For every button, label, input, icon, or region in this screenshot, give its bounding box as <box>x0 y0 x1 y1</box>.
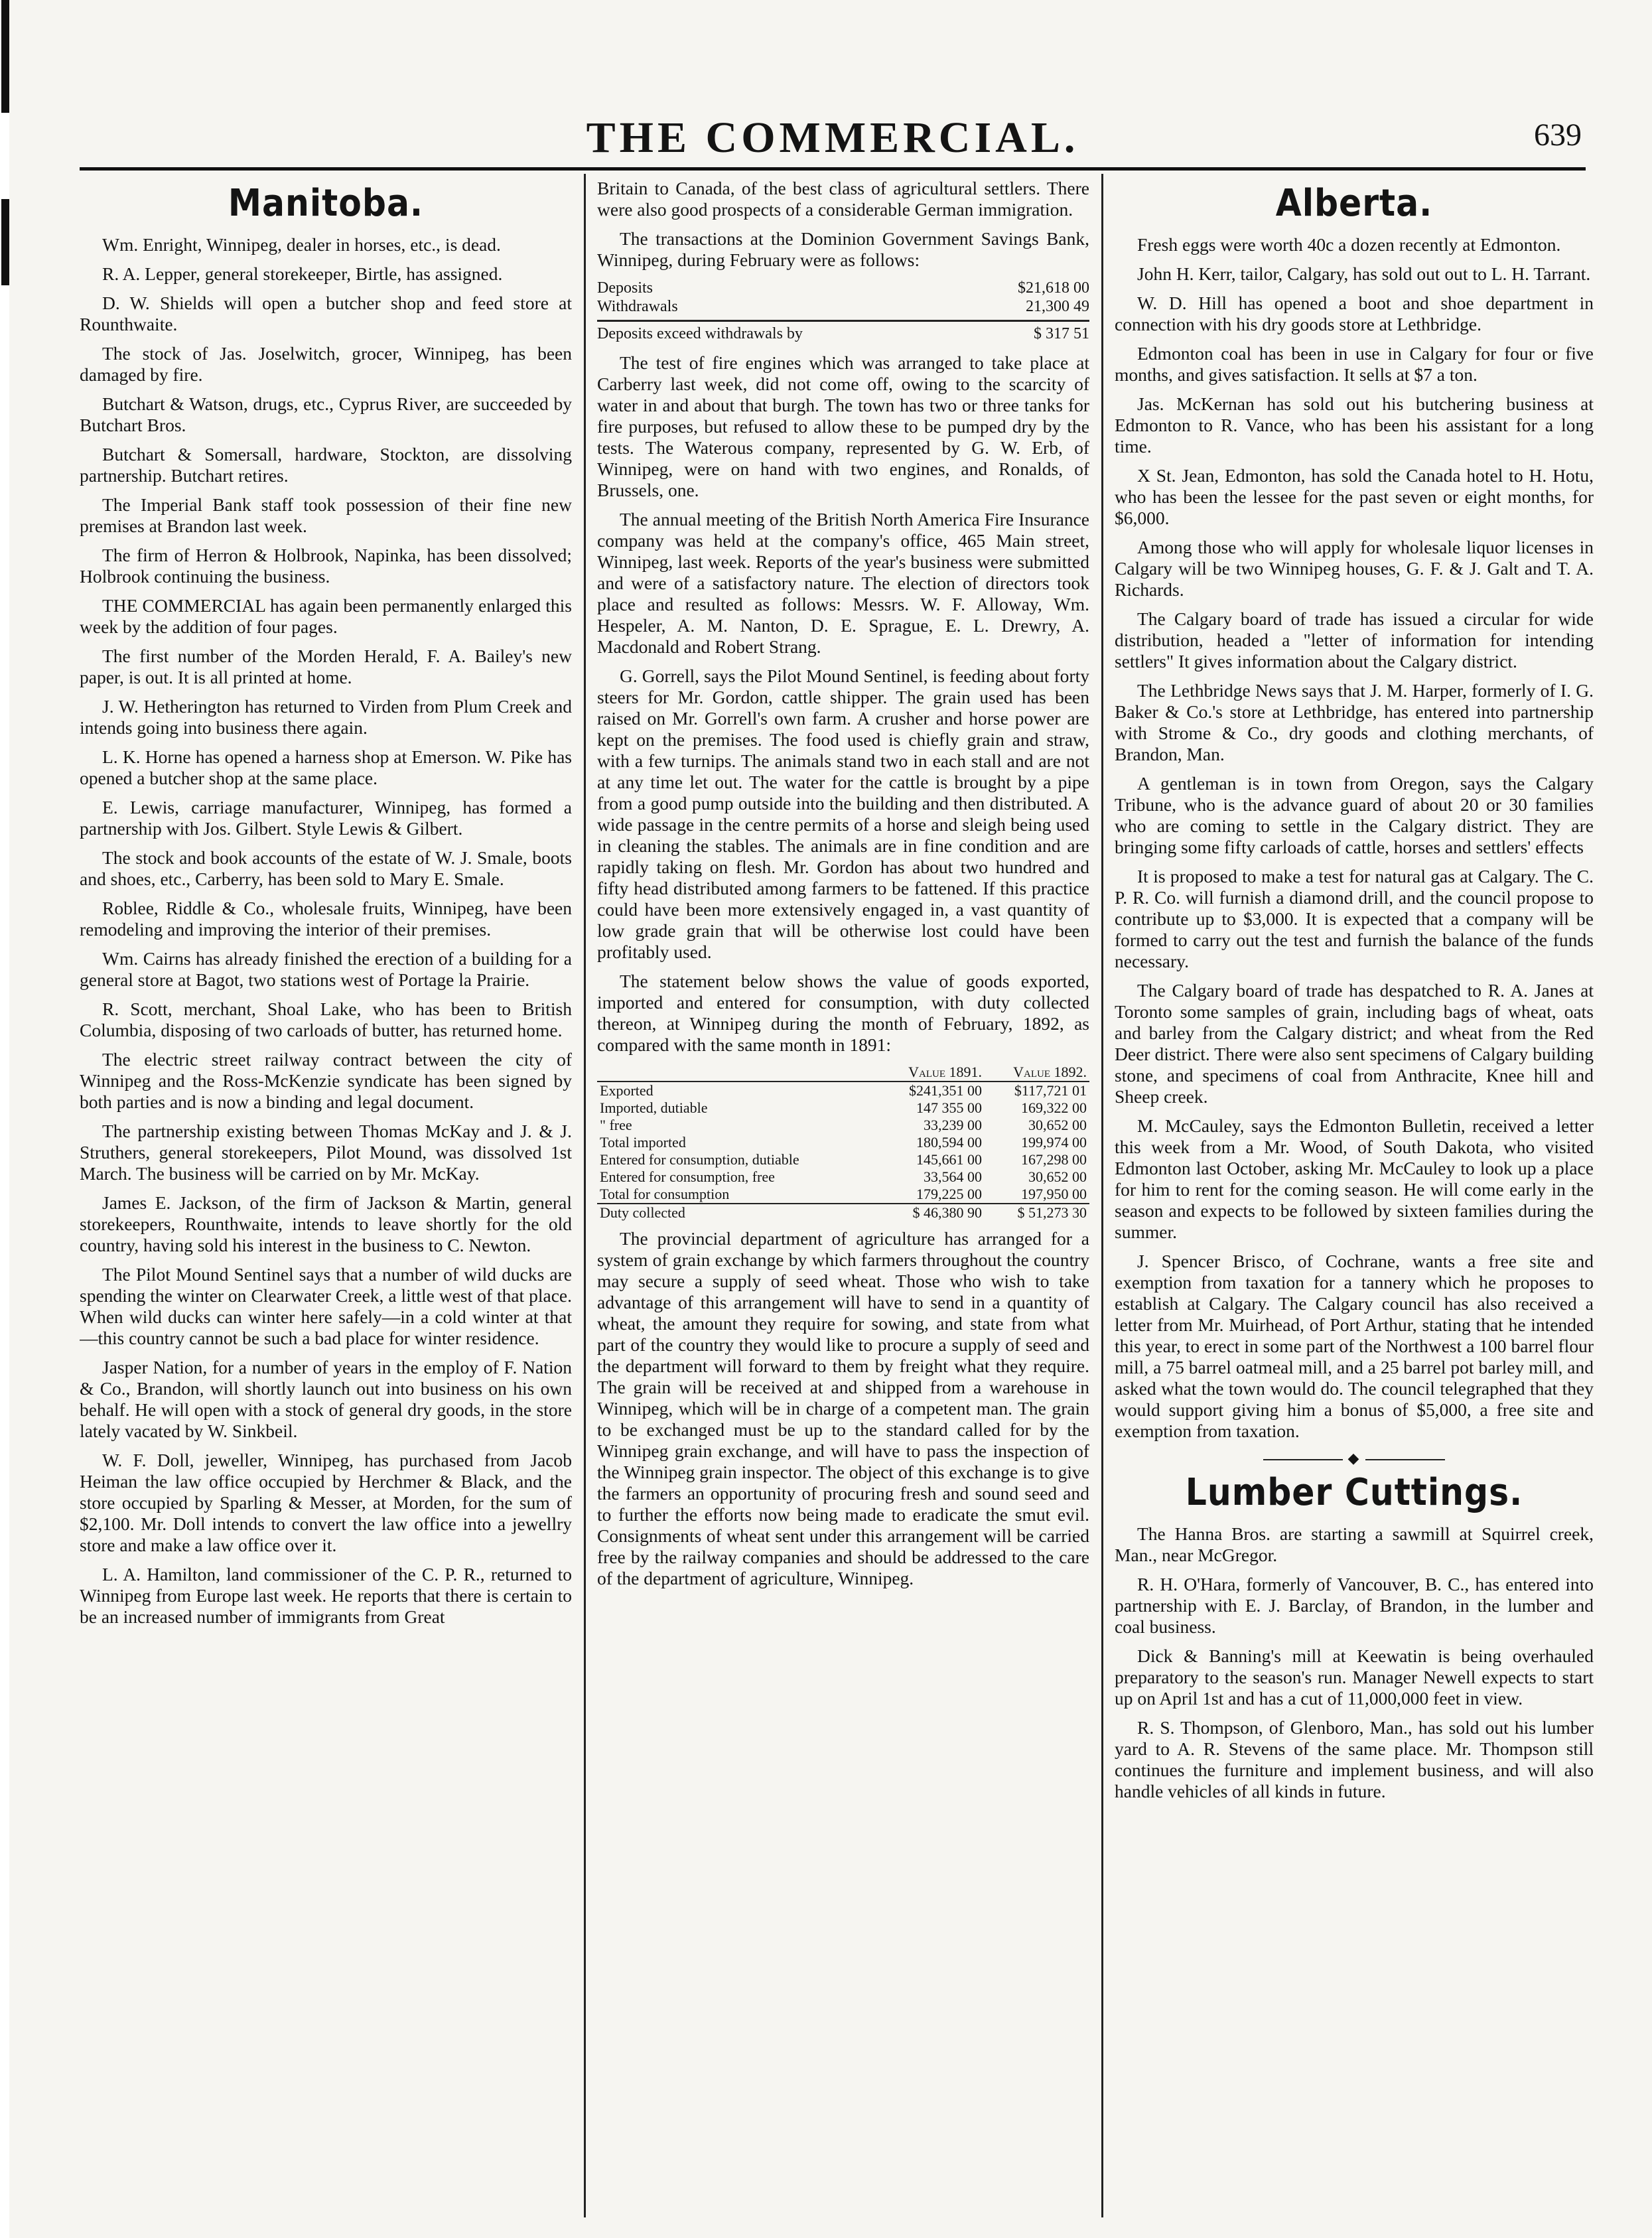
article-paragraph: Britain to Canada, of the best class of agricultural settlers. There were also good prospects of a considerable German immigration. <box>597 178 1089 220</box>
article-paragraph: A gentleman is in town from Oregon, says the Calgary Tribune, who is the advance guard of about 20 or 30 families who are coming to settle in the Calgary district. They are bringing some fifty carloads of cattle, horses and settlers' effects <box>1115 773 1594 857</box>
column-divider <box>584 174 586 2217</box>
ledger-row: Withdrawals 21,300 49 <box>597 298 1089 315</box>
article-paragraph: The test of fire engines which was arranged to take place at Carberry last week, did not come off, owing to the scarcity of water in and about that burgh. The town has two or three tanks for fire purposes, but refused to allow these to be pumped dry by the tests. The Waterous company, represented by G. W. Erb, of Winnipeg, were on hand with two engines, and Ronalds, of Brussels, one. <box>597 352 1089 500</box>
article-paragraph: Jasper Nation, for a number of years in the employ of F. Nation & Co., Brandon, will shortly launch out into business on his own behalf. He will open with a stock of general dry goods, in the store lately vacated by W. Sinkbeil. <box>80 1357 572 1441</box>
article-paragraph: Roblee, Riddle & Co., wholesale fruits, Winnipeg, have been remodeling and improving the interior of their premises. <box>80 898 572 940</box>
article-paragraph: X St. Jean, Edmonton, has sold the Canada hotel to H. Hotu, who has been the lessee for the past seven or eight months, for $6,000. <box>1115 465 1594 528</box>
article-paragraph: Wm. Cairns has already finished the erection of a building for a general store at Bagot, two stations west of Portage la Prairie. <box>80 948 572 990</box>
article-paragraph: L. K. Horne has opened a harness shop at Emerson. W. Pike has opened a butcher shop at the same place. <box>80 746 572 788</box>
article-paragraph: The Pilot Mound Sentinel says that a number of wild ducks are spending the winter on Clearwater Creek, a little west of that place. When wild ducks can winter here safely—in a cold winter at that—this country cannot be such a bad place for winter residence. <box>80 1264 572 1348</box>
table-cell: 33,564 00 <box>924 1168 982 1185</box>
article-paragraph: John H. Kerr, tailor, Calgary, has sold out out to L. H. Tarrant. <box>1137 263 1591 284</box>
article-paragraph: Edmonton coal has been in use in Calgary for four or five months, and gives satisfaction. It sells at $7 a ton. <box>1115 343 1594 385</box>
article-paragraph: R. S. Thompson, of Glenboro, Man., has sold out his lumber yard to A. R. Stevens of the same place. Mr. Thompson still continues the furniture and implement business, and will also handle vehicles of all kinds in future. <box>1115 1717 1594 1801</box>
article-paragraph: The provincial department of agriculture has arranged for a system of grain exchange by which farmers throughout the country may secure a supply of seed wheat. Those who wish to take advantage of this arrangement will have to send in a quantity of wheat, the amount they require for sowing, and state from what part of the country they would like to procure a supply of seed and the department will forward to them by freight what they require. The grain will be received at and shipped from a warehouse in Winnipeg, which will be in charge of a competent man. The grain to be exchanged must be up to the standard called for by the Winnipeg grain exchange, and will have to pass the inspection of the Winnipeg grain inspector. The object of this exchange is to give the farmers an opportunity of procuring fresh and sound seed and to further the efforts now being made to eradicate the smut evil. Consignments of wheat sent under this arrangement will be carried free by the railway companies and should be addressed to the care of the department of agriculture, Winnipeg. <box>597 1228 1089 1588</box>
article-paragraph: The Imperial Bank staff took possession of their fine new premises at Brandon last week. <box>80 494 572 536</box>
article-paragraph: R. Scott, merchant, Shoal Lake, who has been to British Columbia, disposing of two carloads of butter, has returned home. <box>80 999 572 1040</box>
column-manitoba <box>80 178 572 2215</box>
column-alberta <box>1115 178 1594 2215</box>
article-paragraph: The stock and book accounts of the estate of W. J. Smale, boots and shoes, etc., Carberry, has been sold to Mary E. Smale. <box>80 847 572 889</box>
column-header <box>597 1064 880 1082</box>
article-paragraph: W. F. Doll, jeweller, Winnipeg, has purchased from Jacob Heiman the law office occupied by Herchmer & Black, and the store occupied by Sparling & Messer, at Morden, for the sum of $2,100. Mr. Doll intends to convert the law office into a jewellry store and make a law office over it. <box>80 1450 572 1555</box>
table-cell: " free <box>600 1117 632 1133</box>
article-paragraph: The firm of Herron & Holbrook, Napinka, has been dissolved; Holbrook continuing the business. <box>80 545 572 587</box>
table-cell: $ 51,273 30 <box>985 1204 1089 1222</box>
column-header: Value 1892. <box>985 1064 1089 1082</box>
article-paragraph: L. A. Hamilton, land commissioner of the C. P. R., returned to Winnipeg from Europe last week. He reports that there is certain to be an increased number of immigrants from Great <box>80 1564 572 1627</box>
table-cell: 33,239 00 <box>924 1117 982 1133</box>
article-paragraph: Butchart & Somersall, hardware, Stockton, are dissolving partnership. Butchart retires. <box>80 444 572 486</box>
trade-statement-table <box>597 1064 1089 1222</box>
article-paragraph: R. H. O'Hara, formerly of Vancouver, B. C., has entered into partnership with E. J. Barclay, of Brandon, in the lumber and coal business. <box>1115 1574 1594 1637</box>
article-paragraph: D. W. Shields will open a butcher shop and feed store at Rounthwaite. <box>80 293 572 334</box>
article-paragraph: The transactions at the Dominion Government Savings Bank, Winnipeg, during February were as follows: <box>597 228 1089 270</box>
article-paragraph: The Calgary board of trade has issued a circular for wide distribution, headed a "letter of information for intending settlers" It gives information about the Calgary district. <box>1115 608 1594 671</box>
article-paragraph: The statement below shows the value of goods exported, imported and entered for consumption, with duty collected thereon, at Winnipeg during the month of February, 1892, as compared with the same month in 1891: <box>597 971 1089 1055</box>
table-row <box>597 1168 1089 1186</box>
table-cell: 145,661 00 <box>916 1151 982 1168</box>
table-cell: Total for consumption <box>600 1186 730 1202</box>
column-header: Value 1891. <box>880 1064 985 1082</box>
article-paragraph: Jas. McKernan has sold out his butchering business at Edmonton to R. Vance, who has been his assistant for a long time. <box>1115 393 1594 456</box>
header-rule <box>80 167 1586 171</box>
section-heading-manitoba: Manitoba. <box>228 182 424 225</box>
scan-edge <box>0 0 9 2238</box>
article-paragraph: J. Spencer Brisco, of Cochrane, wants a free site and exemption from taxation for a tannery which he proposes to establish at Calgary. The Calgary council has also received a letter from Mr. Muirhead, of Port Arthur, stating that he intended this year, to erect in some part of the Northwest a 100 barrel flour mill, a 75 barrel oatmeal mill, and a 25 barrel pot barley mill, and asked what the town would do. The council telegraphed that they would support giving him a bonus of $5,000, a free site and exemption from taxation. <box>1115 1251 1594 1441</box>
column-divider <box>1101 174 1103 2217</box>
article-list <box>597 178 1089 271</box>
article-list <box>1115 234 1594 1442</box>
table-row <box>597 1151 1089 1168</box>
section-heading-lumber: Lumber Cuttings. <box>1185 1471 1523 1514</box>
table-cell: 167,298 00 <box>1021 1151 1087 1168</box>
table-header-row <box>597 1064 1089 1082</box>
table-cell: 147 355 00 <box>916 1099 982 1116</box>
table-cell: 30,652 00 <box>1028 1117 1087 1133</box>
article-paragraph: The first number of the Morden Herald, F. A. Bailey's new paper, is out. It is all printed at home. <box>80 646 572 687</box>
article-paragraph: The annual meeting of the British North America Fire Insurance company was held at the company's office, 465 Main street, Winnipeg, last week. Reports of the year's business were submitted and were of a satisfactory nature. The election of directors took place and resulted as follows: Messrs. W. F. Alloway, Wm. Hespeler, A. M. Nanton, D. E. Sprague, E. L. Drewry, A. Macdonald and Robert Strang. <box>597 509 1089 657</box>
table-cell: 180,594 00 <box>916 1134 982 1151</box>
table-cell: Imported, dutiable <box>600 1099 708 1116</box>
article-paragraph: W. D. Hill has opened a boot and shoe department in connection with his dry goods store at Lethbridge. <box>1115 293 1594 334</box>
article-paragraph: The Lethbridge News says that J. M. Harper, formerly of I. G. Baker & Co.'s store at Lethbridge, has entered into partnership with Strome & Co., dry goods and clothing merchants, of Brandon, Man. <box>1115 680 1594 764</box>
article-paragraph: Dick & Banning's mill at Keewatin is being overhauled preparatory to the season's run. Manager Newell expects to start up on April 1st and has a cut of 11,000,000 feet in view. <box>1115 1645 1594 1709</box>
article-list <box>597 1228 1089 1589</box>
table-cell: $ 46,380 90 <box>880 1204 985 1222</box>
table-cell: 197,950 00 <box>1021 1186 1087 1202</box>
table-cell: Entered for consumption, dutiable <box>600 1151 799 1168</box>
savings-bank-ledger <box>597 279 1089 343</box>
table-cell: Exported <box>600 1082 654 1099</box>
article-paragraph: Butchart & Watson, drugs, etc., Cyprus River, are succeeded by Butchart Bros. <box>80 393 572 435</box>
publication-title: THE COMMERCIAL. <box>586 113 1079 162</box>
article-paragraph: Wm. Enright, Winnipeg, dealer in horses, etc., is dead. <box>102 234 501 255</box>
article-paragraph: Fresh eggs were worth 40c a dozen recently at Edmonton. <box>1137 234 1561 255</box>
article-list <box>597 352 1089 1056</box>
article-paragraph: THE COMMERCIAL has again been permanently enlarged this week by the addition of four pages. <box>80 595 572 637</box>
table-row <box>597 1099 1089 1117</box>
table-cell: 30,652 00 <box>1028 1168 1087 1185</box>
article-list <box>80 234 572 1628</box>
article-paragraph: The stock of Jas. Joselwitch, grocer, Winnipeg, has been damaged by fire. <box>80 343 572 385</box>
article-paragraph: R. A. Lepper, general storekeeper, Birtle, has assigned. <box>102 263 503 284</box>
masthead <box>80 113 1586 163</box>
article-paragraph: The Hanna Bros. are starting a sawmill at Squirrel creek, Man., near McGregor. <box>1115 1523 1594 1565</box>
column-middle <box>597 178 1089 2215</box>
ledger-row: Deposits $21,618 00 <box>597 279 1089 297</box>
table-cell: $241,351 00 <box>909 1082 982 1099</box>
table-cell: Duty collected <box>597 1204 880 1222</box>
article-paragraph: G. Gorrell, says the Pilot Mound Sentinel, is feeding about forty steers for Mr. Gordon, cattle shipper. The grain used has been raised on Mr. Gorrell's own farm. A crusher and horse power are kept on the premises. The food used is chiefly grain and straw, with a few turnips. The animals stand two in each stall and are not at any time let out. The water for the cattle is brought by a pipe from a good pump outside into the building and then distributed. A wide passage in the centre permits of a horse and sleigh being used in cleaning the stables. The animals are in fine condition and are rapidly taking on flesh. Mr. Gordon has about two hundred and fifty head distributed among farmers to be fattened. If this practice could have been more extensively engaged in, a vast quantity of low grade grain that will be otherwise lost could have been profitably used. <box>597 665 1089 962</box>
table-row <box>597 1117 1089 1134</box>
article-paragraph: E. Lewis, carriage manufacturer, Winnipeg, has formed a partnership with Jos. Gilbert. Style Lewis & Gilbert. <box>80 797 572 839</box>
table-row <box>597 1186 1089 1204</box>
table-cell: Entered for consumption, free <box>600 1168 775 1185</box>
article-list <box>1115 1523 1594 1802</box>
article-paragraph: It is proposed to make a test for natural gas at Calgary. The C. P. R. Co. will furnish a diamond drill, and the council propose to contribute up to $3,000. It is expected that a company will be formed to carry out the test and furnish the balance of the funds necessary. <box>1115 866 1594 971</box>
table-cell: 199,974 00 <box>1021 1134 1087 1151</box>
table-body <box>597 1082 1089 1222</box>
article-paragraph: The partnership existing between Thomas McKay and J. & J. Struthers, general storekeepers, Pilot Mound, was dissolved 1st March. The business will be carried on by Mr. McKay. <box>80 1121 572 1184</box>
table-cell: 179,225 00 <box>916 1186 982 1202</box>
table-row <box>597 1134 1089 1151</box>
table-cell: 169,322 00 <box>1021 1099 1087 1116</box>
table-row <box>597 1082 1089 1099</box>
table-cell: Total imported <box>600 1134 686 1151</box>
ledger-total: Deposits exceed withdrawals by $ 317 51 <box>597 320 1089 343</box>
article-paragraph: The Calgary board of trade has despatched to R. A. Janes at Toronto some samples of grain, including bags of wheat, oats and barley from the Calgary district; and wheat from the Red Deer district. There were also sent specimens of Calgary building stone, and specimens of coal from Anthracite, Knee hill and Sheep creek. <box>1115 980 1594 1107</box>
article-paragraph: James E. Jackson, of the firm of Jackson & Martin, general storekeepers, Rounthwaite, intends to leave shortly for the old country, having sold his interest in the business to C. Newton. <box>80 1192 572 1255</box>
section-ornament: ◆ <box>1115 1450 1594 1467</box>
article-paragraph: M. McCauley, says the Edmonton Bulletin, received a letter this week from a Mr. Wood, of South Dakota, who visited Edmonton last October, asking Mr. McCauley to look up a place for him to rent for the coming season. He will come early in the season and expects to be followed by sixteen families during the summer. <box>1115 1115 1594 1242</box>
table-cell: $117,721 01 <box>1014 1082 1087 1099</box>
article-paragraph: The electric street railway contract between the city of Winnipeg and the Ross-McKenzie syndicate has been signed by both parties and is now a binding and legal document. <box>80 1049 572 1112</box>
table-row-duty <box>597 1204 1089 1222</box>
article-paragraph: J. W. Hetherington has returned to Virden from Plum Creek and intends going into business there again. <box>80 696 572 738</box>
article-paragraph: Among those who will apply for wholesale liquor licenses in Calgary will be two Winnipeg houses, G. F. & J. Galt and T. A. Richards. <box>1115 537 1594 600</box>
page-number: 639 <box>1534 117 1582 153</box>
section-heading-alberta: Alberta. <box>1275 182 1433 225</box>
